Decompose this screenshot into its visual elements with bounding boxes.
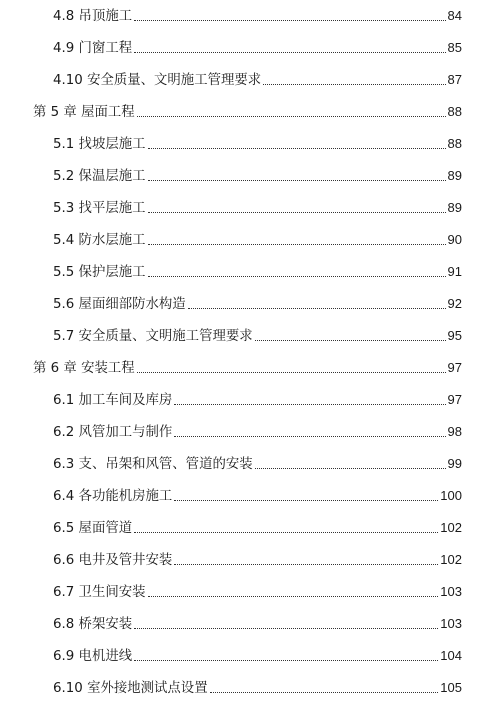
- toc-entry-title: 6.6 电井及管井安装: [53, 553, 173, 568]
- toc-entry[interactable]: [53, 422, 462, 442]
- toc-chapter-title: 第 6 章 安装工程: [33, 361, 135, 376]
- dot-leader: [174, 422, 445, 442]
- toc-entry[interactable]: [53, 38, 462, 58]
- toc-entry-page-number: 105: [440, 680, 462, 695]
- dot-leader: [148, 198, 446, 218]
- toc-entry-title: 5.6 屋面细部防水构造: [53, 297, 186, 312]
- toc-entry[interactable]: [53, 294, 462, 314]
- dot-leader: [263, 70, 445, 90]
- dot-leader: [134, 518, 438, 538]
- dot-leader: [148, 230, 446, 250]
- toc-chapter-title: 第 5 章 屋面工程: [33, 105, 135, 120]
- dot-leader: [134, 6, 445, 26]
- toc-entry[interactable]: [53, 614, 462, 634]
- toc-chapter-entry[interactable]: [33, 102, 462, 122]
- toc-entry-page-number: 85: [447, 40, 462, 55]
- toc-entry[interactable]: [53, 198, 462, 218]
- dot-leader: [174, 390, 445, 410]
- toc-entry-title: 6.3 支、吊架和风管、管道的安装: [53, 457, 253, 472]
- dot-leader: [210, 678, 439, 698]
- dot-leader: [134, 646, 438, 666]
- toc-entry-title: 6.9 电机进线: [53, 649, 133, 664]
- dot-leader: [137, 102, 446, 122]
- toc-entry-page-number: 98: [447, 424, 462, 439]
- toc-entry-page-number: 92: [447, 296, 462, 311]
- toc-entry-title: 4.10 安全质量、文明施工管理要求: [53, 73, 262, 88]
- toc-entry[interactable]: [53, 262, 462, 282]
- toc-entry-page-number: 97: [447, 392, 462, 407]
- toc-entry[interactable]: [53, 582, 462, 602]
- toc-entry-title: 5.5 保护层施工: [53, 265, 146, 280]
- dot-leader: [148, 262, 446, 282]
- toc-entry[interactable]: [53, 390, 462, 410]
- toc-entry-page-number: 97: [447, 360, 462, 375]
- toc-entry-title: 4.8 吊顶施工: [53, 9, 133, 24]
- toc-entry[interactable]: [53, 166, 462, 186]
- toc-entry-page-number: 88: [447, 136, 462, 151]
- dot-leader: [255, 454, 446, 474]
- toc-entry-page-number: 95: [447, 328, 462, 343]
- toc-entry-title: 6.10 室外接地测试点设置: [53, 681, 208, 696]
- toc-entry[interactable]: [53, 70, 462, 90]
- toc-entry-title: 6.4 各功能机房施工: [53, 489, 173, 504]
- toc-entry-title: 5.3 找平层施工: [53, 201, 146, 216]
- dot-leader: [148, 582, 439, 602]
- toc-chapter-entry[interactable]: [33, 358, 462, 378]
- toc-entry-page-number: 90: [447, 232, 462, 247]
- toc-entry-title: 6.8 桥架安装: [53, 617, 133, 632]
- toc-entry-title: 6.5 屋面管道: [53, 521, 133, 536]
- toc-entry-page-number: 91: [447, 264, 462, 279]
- toc-entry[interactable]: [53, 550, 462, 570]
- dot-leader: [174, 486, 438, 506]
- dot-leader: [255, 326, 446, 346]
- toc-entry-page-number: 103: [440, 584, 462, 599]
- dot-leader: [174, 550, 438, 570]
- toc-entry[interactable]: [53, 486, 462, 506]
- dot-leader: [134, 38, 445, 58]
- dot-leader: [148, 166, 446, 186]
- toc-entry[interactable]: [53, 646, 462, 666]
- toc-entry[interactable]: [53, 6, 462, 26]
- toc-entry-page-number: 89: [447, 168, 462, 183]
- toc-entry-title: 6.2 风管加工与制作: [53, 425, 173, 440]
- toc-entry[interactable]: [53, 678, 462, 698]
- toc-entry-page-number: 103: [440, 616, 462, 631]
- dot-leader: [148, 134, 446, 154]
- toc-entry-title: 5.2 保温层施工: [53, 169, 146, 184]
- toc-entry-page-number: 100: [440, 488, 462, 503]
- toc-entry[interactable]: [53, 230, 462, 250]
- toc-entry-page-number: 102: [440, 520, 462, 535]
- toc-entry[interactable]: [53, 134, 462, 154]
- toc-entry-page-number: 102: [440, 552, 462, 567]
- toc-entry-page-number: 104: [440, 648, 462, 663]
- toc-entry-page-number: 99: [447, 456, 462, 471]
- toc-entry-title: 6.7 卫生间安装: [53, 585, 146, 600]
- toc-entry-title: 5.1 找坡层施工: [53, 137, 146, 152]
- toc-entry-page-number: 89: [447, 200, 462, 215]
- dot-leader: [137, 358, 446, 378]
- toc-entry[interactable]: [53, 518, 462, 538]
- toc-entry-page-number: 87: [447, 72, 462, 87]
- toc-entry[interactable]: [53, 326, 462, 346]
- dot-leader: [188, 294, 446, 314]
- toc-entry[interactable]: [53, 454, 462, 474]
- toc-entry-title: 5.7 安全质量、文明施工管理要求: [53, 329, 253, 344]
- toc-entry-page-number: 84: [447, 8, 462, 23]
- toc-entry-title: 5.4 防水层施工: [53, 233, 146, 248]
- toc-entry-title: 4.9 门窗工程: [53, 41, 133, 56]
- toc-entry-page-number: 88: [447, 104, 462, 119]
- toc-entry-title: 6.1 加工车间及库房: [53, 393, 173, 408]
- dot-leader: [134, 614, 438, 634]
